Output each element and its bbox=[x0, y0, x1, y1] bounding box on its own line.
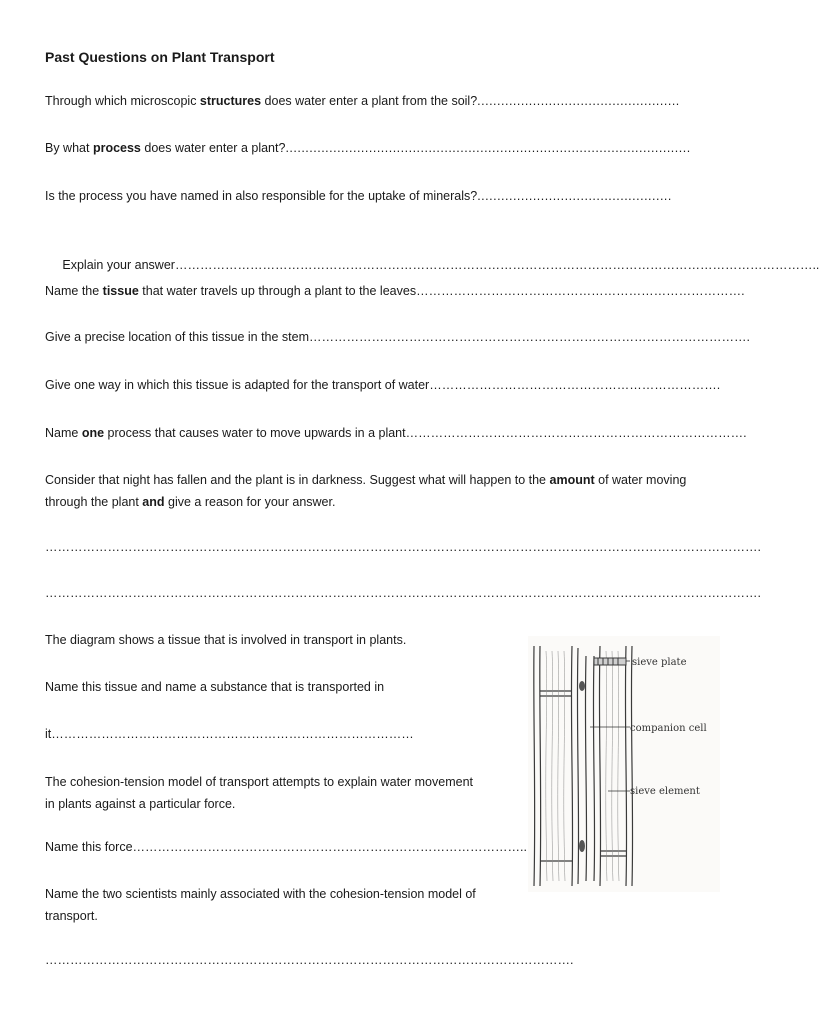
question-force bbox=[45, 836, 527, 858]
answer-line-2: ………………………………………………………………………………………………………………………………………………………. bbox=[45, 586, 761, 600]
q9-bold-and: and bbox=[142, 495, 165, 509]
answer-line-1: ………………………………………………………………………………………………………………………………………………………. bbox=[45, 540, 761, 554]
question-darkness bbox=[45, 469, 721, 513]
q2-text: By what bbox=[45, 141, 93, 155]
answer-line-3: ………………………………………………………………………………………………………………. bbox=[45, 953, 574, 967]
q8-answer-dots: ………………………………………………………………………. bbox=[405, 426, 747, 440]
q5-answer-dots: ……………………………………………………………………. bbox=[416, 284, 745, 298]
label-sieve-element: sieve element bbox=[630, 786, 700, 797]
q1-bold: structures bbox=[199, 94, 262, 108]
question-adaptation bbox=[45, 374, 720, 396]
nucleus-upper bbox=[579, 681, 585, 691]
q8-text: Name bbox=[45, 426, 82, 440]
q7-text: Give one way in which this tissue is adapted for the transport of water bbox=[45, 378, 430, 392]
q9-text-end: give a reason for your answer. bbox=[164, 495, 336, 509]
question-structures bbox=[45, 90, 680, 112]
q1-text-end: does water enter a plant from the soil? bbox=[261, 94, 478, 108]
q3-text: Is the process you have named in also responsible for the uptake of minerals? bbox=[45, 189, 478, 203]
q1-text: Through which microscopic bbox=[45, 94, 200, 108]
q9-text-mid: of water moving through the plant bbox=[45, 473, 687, 509]
question-diagram-intro: The diagram shows a tissue that is involved in transport in plants. bbox=[45, 633, 407, 647]
q9-bold-amount: amount bbox=[549, 473, 595, 487]
question-tissue bbox=[45, 280, 745, 302]
question-name-tissue-cont bbox=[45, 723, 414, 745]
nucleus-lower bbox=[579, 840, 585, 852]
question-one-process bbox=[45, 422, 747, 444]
q1-answer-dots: ................................................... bbox=[477, 94, 680, 108]
q11-answer-dots: …………………………………………………………………………… bbox=[51, 727, 414, 741]
sieve-plate-shape bbox=[594, 658, 626, 665]
diagram-background bbox=[528, 636, 720, 892]
q2-answer-dots: ...................................................................................................... bbox=[285, 141, 691, 155]
label-companion-cell: companion cell bbox=[630, 723, 707, 734]
q4-answer-dots: ……………………………………………………………………………………………………………………………………….. bbox=[174, 258, 819, 272]
question-location bbox=[45, 326, 750, 348]
q2-text-end: does water enter a plant? bbox=[140, 141, 286, 155]
q6-text: Give a precise location of this tissue in the stem bbox=[45, 330, 310, 344]
q13-text: Name this force bbox=[45, 840, 133, 854]
q5-text: Name the bbox=[45, 284, 103, 298]
q13-answer-dots: ………………………………………………………………………………….. bbox=[132, 840, 527, 854]
question-cohesion-tension: The cohesion-tension model of transport attempts to explain water movement in plants against a particular force. bbox=[45, 775, 473, 811]
q11-text-it: it bbox=[45, 727, 52, 741]
q3-answer-dots: ................................................. bbox=[477, 189, 672, 203]
q8-text-end: process that causes water to move upwards in a plant bbox=[104, 426, 406, 440]
q4-text: Explain your answer bbox=[58, 258, 175, 272]
q6-answer-dots: ……………………………………………………………………………………………. bbox=[309, 330, 750, 344]
q5-bold: tissue bbox=[102, 284, 139, 298]
q2-bold: process bbox=[92, 141, 141, 155]
question-minerals bbox=[45, 185, 672, 207]
q5-text-end: that water travels up through a plant to the leaves bbox=[138, 284, 417, 298]
q7-answer-dots: ……………………………………………………………. bbox=[429, 378, 721, 392]
page-title: Past Questions on Plant Transport bbox=[45, 49, 275, 65]
label-sieve-plate: sieve plate bbox=[632, 657, 687, 668]
question-process bbox=[45, 137, 691, 159]
phloem-diagram bbox=[528, 636, 720, 892]
q9-text: Consider that night has fallen and the plant is in darkness. Suggest what will happen to the bbox=[45, 473, 550, 487]
question-scientists: Name the two scientists mainly associated with the cohesion-tension model of transport. bbox=[45, 887, 476, 923]
question-name-tissue: Name this tissue and name a substance that is transported in bbox=[45, 680, 385, 694]
q8-bold: one bbox=[81, 426, 105, 440]
